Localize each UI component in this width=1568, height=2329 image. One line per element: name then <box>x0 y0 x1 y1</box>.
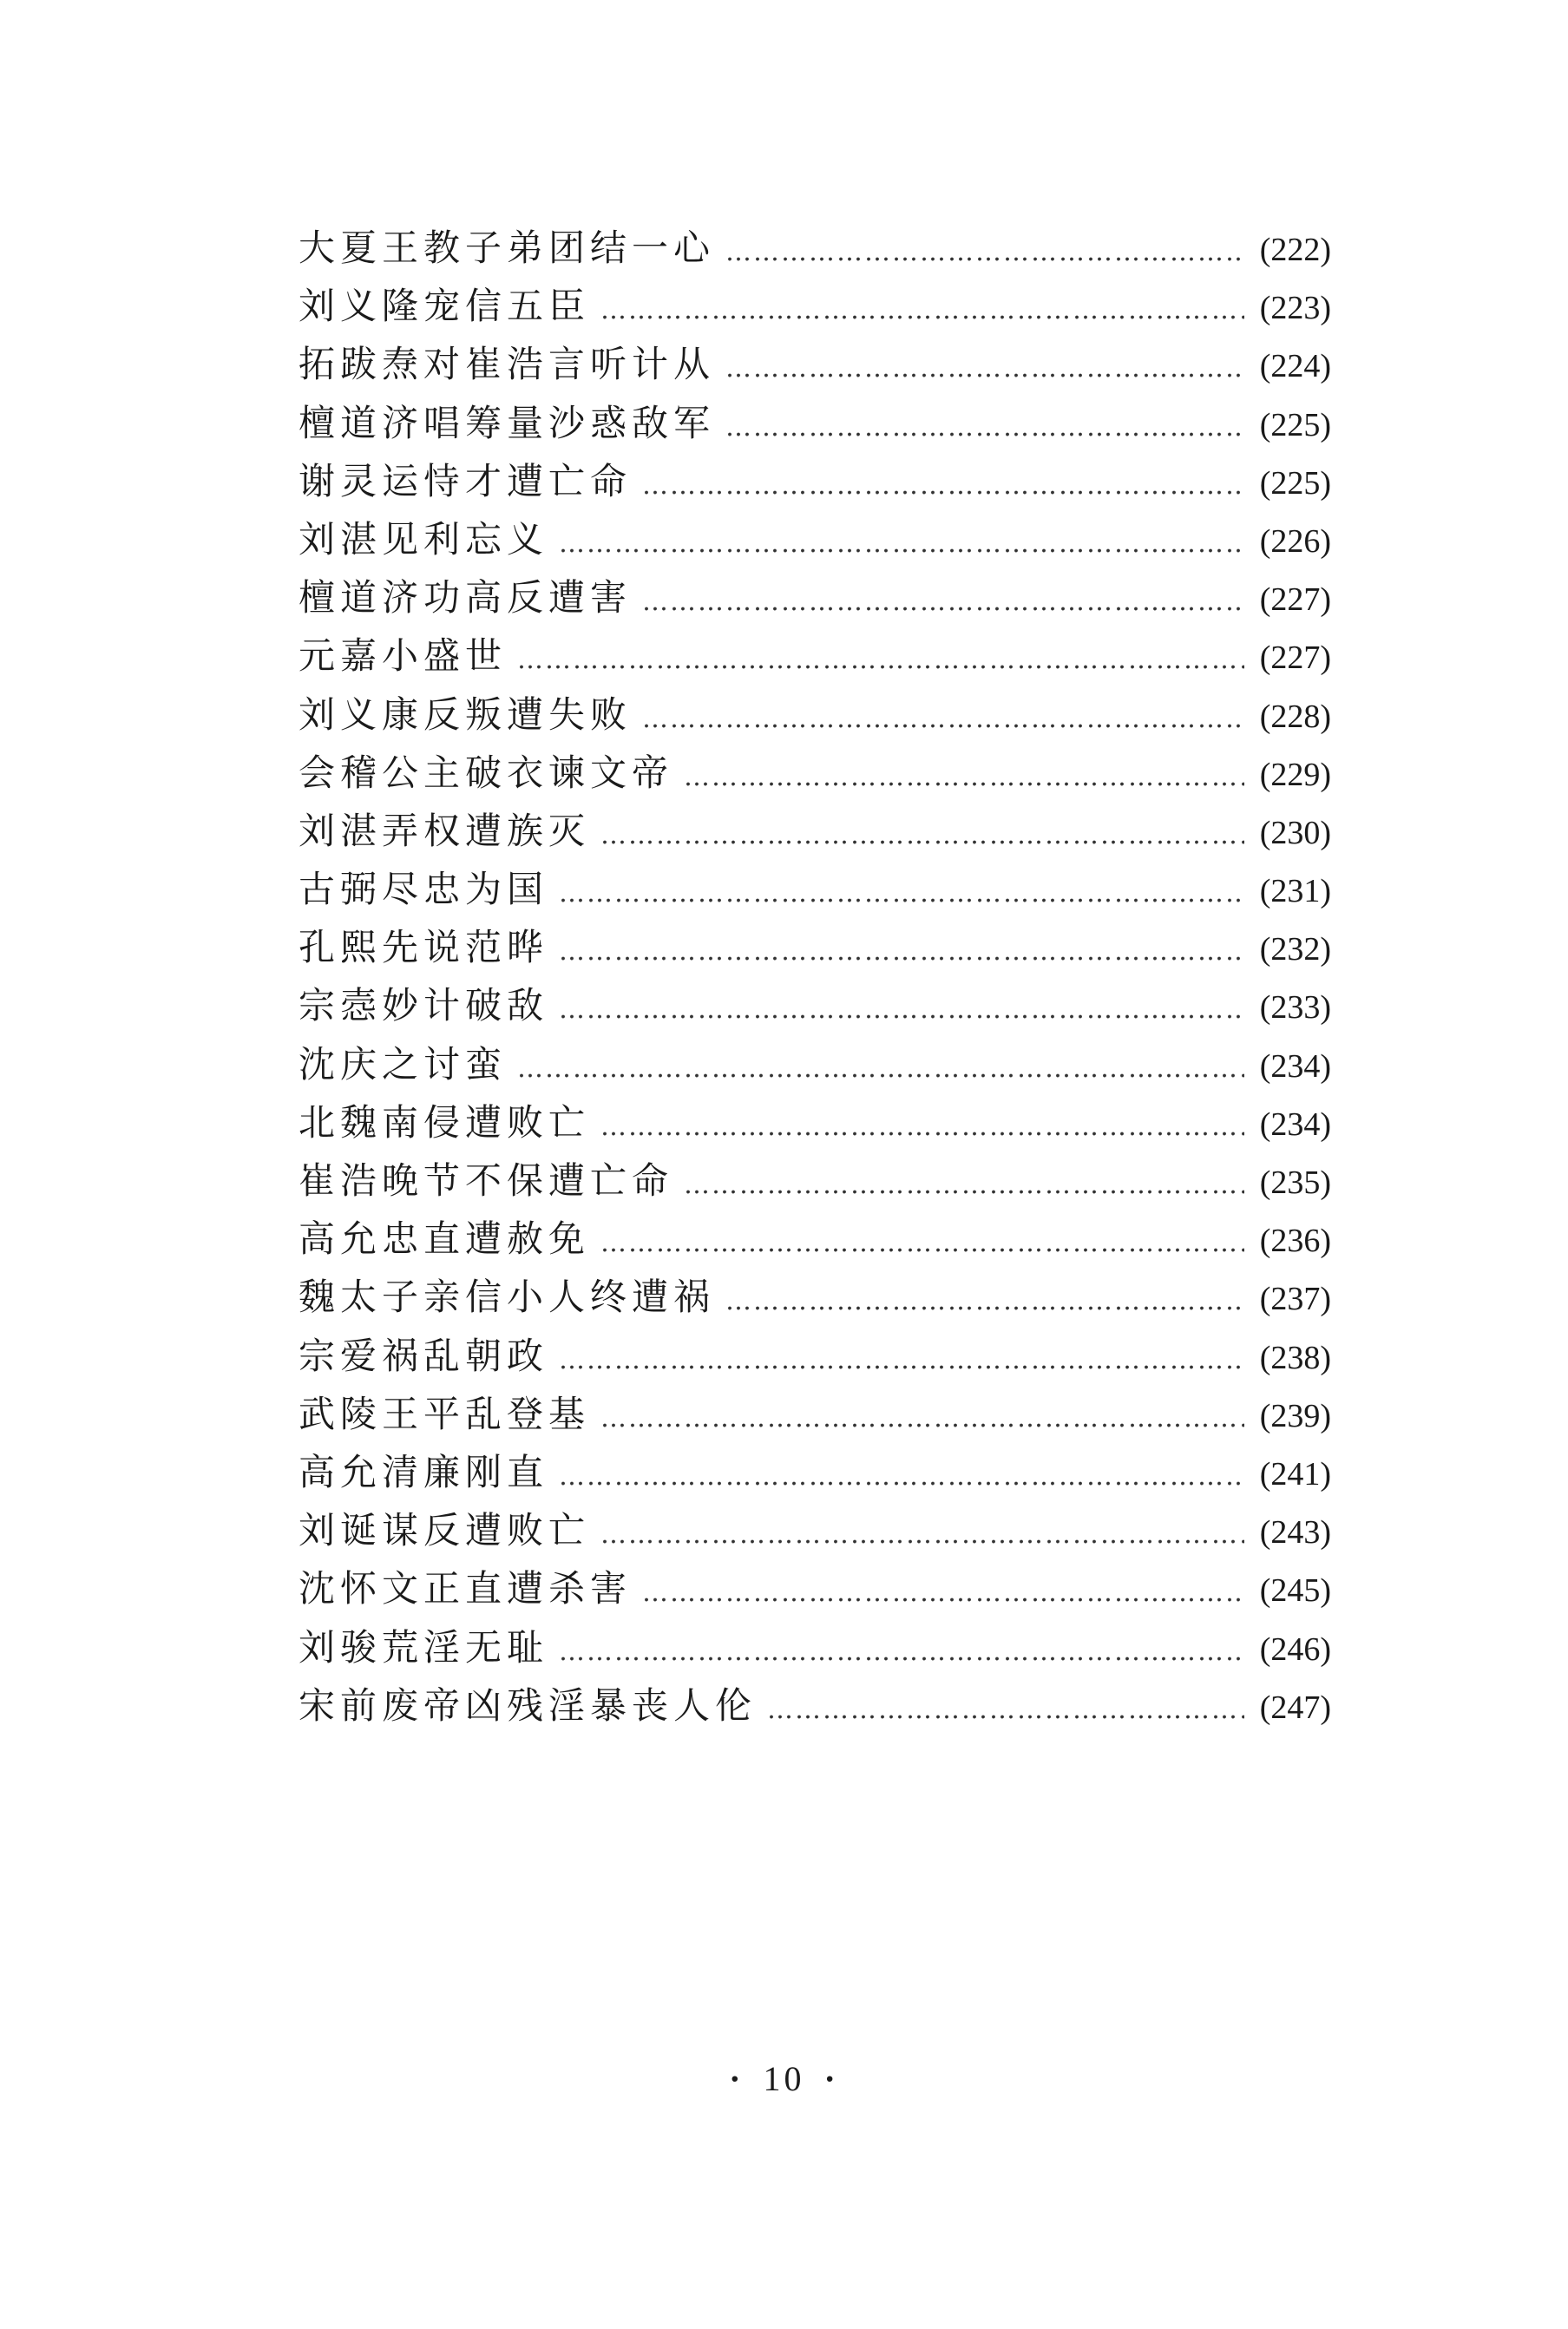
dot-leader <box>517 631 1244 689</box>
dot-leader <box>642 690 1244 748</box>
footer-dot-right: · <box>823 2059 839 2098</box>
toc-entry[interactable] <box>299 1268 1331 1326</box>
toc-entry[interactable] <box>299 1093 1331 1151</box>
toc-entry[interactable] <box>299 1327 1331 1385</box>
dot-leader <box>725 223 1244 281</box>
dot-leader <box>642 573 1244 631</box>
toc-entry-title: 魏太子亲信小人终遭祸 <box>299 1276 716 1319</box>
toc-entry-page: (247) <box>1259 1689 1331 1726</box>
dot-leader <box>600 1214 1244 1272</box>
page-footer <box>0 2058 1568 2099</box>
dot-leader <box>600 1389 1244 1447</box>
toc-entry[interactable] <box>299 452 1331 510</box>
toc-entry-page: (228) <box>1259 698 1331 735</box>
toc-entry[interactable] <box>299 1676 1331 1735</box>
toc-entry[interactable] <box>299 744 1331 802</box>
page-number: 10 <box>763 2059 805 2098</box>
toc-entry-page: (246) <box>1259 1630 1331 1668</box>
toc-entry[interactable] <box>299 686 1331 744</box>
toc-entry-title: 大夏王教子弟团结一心 <box>299 226 716 269</box>
toc-entry-page: (229) <box>1259 756 1331 793</box>
toc-entry-title: 宋前废帝凶残淫暴丧人伦 <box>299 1683 758 1727</box>
toc-entry[interactable] <box>299 568 1331 627</box>
toc-entry-title: 刘诞谋反遭败亡 <box>299 1509 591 1552</box>
toc-entry[interactable] <box>299 1385 1331 1443</box>
dot-leader <box>559 1447 1244 1506</box>
toc-entry-page: (238) <box>1259 1339 1331 1376</box>
toc-entry-page: (227) <box>1259 640 1331 677</box>
toc-entry-page: (225) <box>1259 464 1331 502</box>
toc-entry[interactable] <box>299 976 1331 1034</box>
toc-entry-page: (234) <box>1259 1047 1331 1085</box>
toc-entry-page: (243) <box>1259 1514 1331 1552</box>
toc-entry[interactable] <box>299 1151 1331 1210</box>
toc-entry[interactable] <box>299 277 1331 335</box>
toc-entry-title: 沈庆之讨蛮 <box>299 1042 508 1086</box>
toc-entry-page: (235) <box>1259 1164 1331 1201</box>
dot-leader <box>559 922 1244 981</box>
dot-leader <box>684 748 1244 806</box>
toc-entry-title: 拓跋焘对崔浩言听计从 <box>299 343 716 386</box>
toc-entry-title: 刘湛弄权遭族灭 <box>299 809 591 852</box>
footer-dot-left: · <box>729 2059 745 2098</box>
toc-entry-page: (237) <box>1259 1281 1331 1318</box>
toc-entry-title: 檀道济功高反遭害 <box>299 576 633 620</box>
dot-leader <box>517 1040 1244 1098</box>
dot-leader <box>725 1272 1244 1330</box>
dot-leader <box>559 864 1244 922</box>
dot-leader <box>559 1623 1244 1681</box>
toc-entry-page: (234) <box>1259 1105 1331 1143</box>
toc-entry-title: 孔熙先说范晔 <box>299 926 549 969</box>
toc-entry-title: 崔浩晚节不保遭亡命 <box>299 1159 674 1202</box>
toc-entry[interactable] <box>299 335 1331 393</box>
toc-entry-title: 高允忠直遭赦免 <box>299 1217 591 1261</box>
toc-entry[interactable] <box>299 627 1331 685</box>
dot-leader <box>559 981 1244 1039</box>
dot-leader <box>600 1506 1244 1564</box>
toc-entry-page: (224) <box>1259 348 1331 385</box>
toc-entry-title: 刘义康反叛遭失败 <box>299 692 633 736</box>
toc-entry-page: (223) <box>1259 290 1331 327</box>
toc-entry-title: 古弼尽忠为国 <box>299 868 549 911</box>
dot-leader <box>600 1098 1244 1156</box>
dot-leader <box>767 1681 1244 1739</box>
toc-entry[interactable] <box>299 1501 1331 1559</box>
toc-entry[interactable] <box>299 1443 1331 1501</box>
toc-entry-title: 沈怀文正直遭杀害 <box>299 1567 633 1611</box>
toc-entry[interactable] <box>299 219 1331 277</box>
toc-entry-page: (227) <box>1259 581 1331 619</box>
toc-entry-page: (230) <box>1259 814 1331 851</box>
toc-entry-page: (232) <box>1259 931 1331 968</box>
toc-entry-title: 宗悫妙计破敌 <box>299 984 549 1027</box>
toc-entry[interactable] <box>299 510 1331 568</box>
toc-entry[interactable] <box>299 860 1331 918</box>
toc-entry[interactable] <box>299 1035 1331 1093</box>
toc-entry-title: 武陵王平乱登基 <box>299 1392 591 1435</box>
toc-entry[interactable] <box>299 1210 1331 1268</box>
dot-leader <box>725 339 1244 397</box>
toc-entry[interactable] <box>299 394 1331 452</box>
toc-entry-page: (226) <box>1259 522 1331 560</box>
toc-entry-page: (245) <box>1259 1572 1331 1610</box>
toc-entry-title: 元嘉小盛世 <box>299 634 508 678</box>
dot-leader <box>642 1564 1244 1622</box>
dot-leader <box>559 1331 1244 1389</box>
toc-entry[interactable] <box>299 1559 1331 1617</box>
toc-entry-title: 刘湛见利忘义 <box>299 517 549 561</box>
dot-leader <box>600 806 1244 864</box>
toc-entry[interactable] <box>299 1618 1331 1676</box>
toc-entry-title: 北魏南侵遭败亡 <box>299 1100 591 1144</box>
toc-entry-title: 高允清廉刚直 <box>299 1450 549 1493</box>
toc-entry-page: (233) <box>1259 989 1331 1027</box>
toc-entry-title: 会稽公主破衣谏文帝 <box>299 751 674 794</box>
toc-entry-title: 宗爱祸乱朝政 <box>299 1334 549 1377</box>
dot-leader <box>600 281 1244 339</box>
toc-entry[interactable] <box>299 802 1331 860</box>
dot-leader <box>725 398 1244 456</box>
toc-entry-page: (231) <box>1259 873 1331 910</box>
toc-entry-page: (241) <box>1259 1455 1331 1493</box>
toc-entry-page: (236) <box>1259 1223 1331 1260</box>
table-of-contents <box>299 219 1331 1735</box>
toc-entry-page: (222) <box>1259 232 1331 268</box>
toc-entry-title: 刘义隆宠信五臣 <box>299 285 591 328</box>
dot-leader <box>642 456 1244 515</box>
toc-entry[interactable] <box>299 918 1331 976</box>
toc-entry-title: 刘骏荒淫无耻 <box>299 1625 549 1669</box>
dot-leader <box>559 515 1244 573</box>
dot-leader <box>684 1156 1244 1214</box>
toc-entry-title: 谢灵运恃才遭亡命 <box>299 459 633 502</box>
toc-entry-title: 檀道济唱筹量沙惑敌军 <box>299 401 716 444</box>
toc-entry-page: (239) <box>1259 1397 1331 1434</box>
toc-entry-page: (225) <box>1259 406 1331 443</box>
